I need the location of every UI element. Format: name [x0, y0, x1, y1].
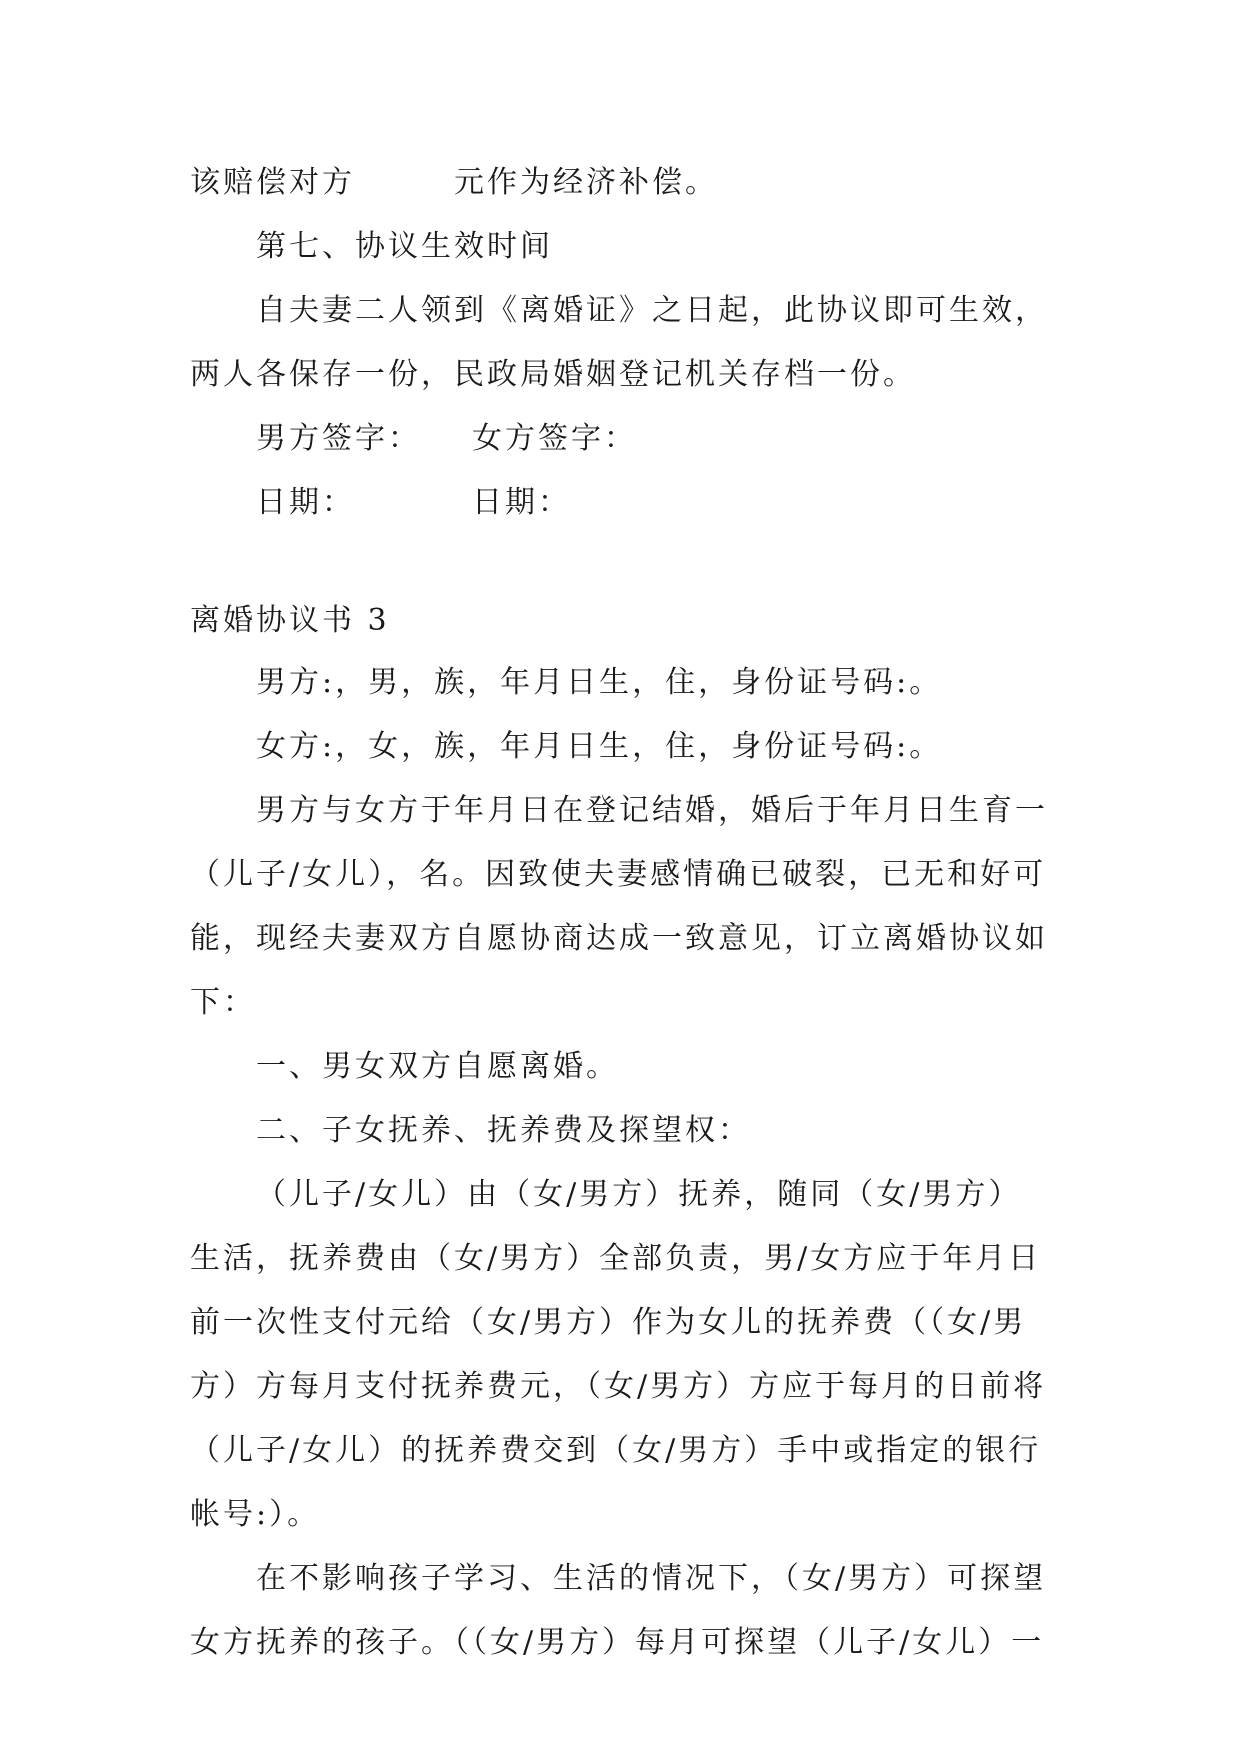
text-line: 女方:，女，族，年月日生，住，身份证号码:。	[256, 729, 943, 764]
date-line: 日期： 日期：	[256, 485, 571, 520]
text-line: 帐号:）。	[190, 1497, 321, 1532]
text-line: 在不影响孩子学习、生活的情况下，（女/男方）可探望	[256, 1561, 1047, 1596]
text-line: 男方与女方于年月日在登记结婚，婚后于年月日生育一	[256, 793, 1048, 828]
text-line: 男方:，男，族，年月日生，住，身份证号码:。	[256, 665, 943, 700]
text-line: 生活，抚养费由（女/男方）全部负责，男/女方应于年月日	[190, 1241, 1042, 1276]
text-line: 前一次性支付元给（女/男方）作为女儿的抚养费（（女/男	[190, 1305, 1027, 1340]
text-line: 女方抚养的孩子。（（女/男方）每月可探望（儿子/女儿）一	[190, 1625, 1045, 1660]
text-line: 一、男女双方自愿离婚。	[256, 1049, 619, 1084]
signature-line: 男方签字： 女方签字：	[256, 421, 637, 456]
text-line: 自夫妻二人领到《离婚证》之日起，此协议即可生效，	[256, 293, 1048, 328]
text-line: 两人各保存一份，民政局婚姻登记机关存档一份。	[190, 357, 916, 392]
text-line: （儿子/女儿）的抚养费交到（女/男方）手中或指定的银行	[190, 1433, 1042, 1468]
text-line: （儿子/女儿），名。因致使夫妻感情确已破裂，已无和好可	[190, 857, 1047, 892]
text-line: 该赔偿对方 元作为经济补偿。	[190, 165, 718, 200]
document-title: 离婚协议书 3	[190, 603, 390, 638]
text-line: （儿子/女儿）由（女/男方）抚养，随同（女/男方）	[256, 1177, 1022, 1212]
section-heading: 第七、协议生效时间	[256, 229, 553, 264]
text-line: 方）方每月支付抚养费元，（女/男方）方应于每月的日前将	[190, 1369, 1047, 1404]
text-line: 能，现经夫妻双方自愿协商达成一致意见，订立离婚协议如	[190, 921, 1048, 956]
text-line: 二、子女抚养、抚养费及探望权：	[256, 1113, 751, 1148]
text-line: 下：	[190, 985, 256, 1020]
